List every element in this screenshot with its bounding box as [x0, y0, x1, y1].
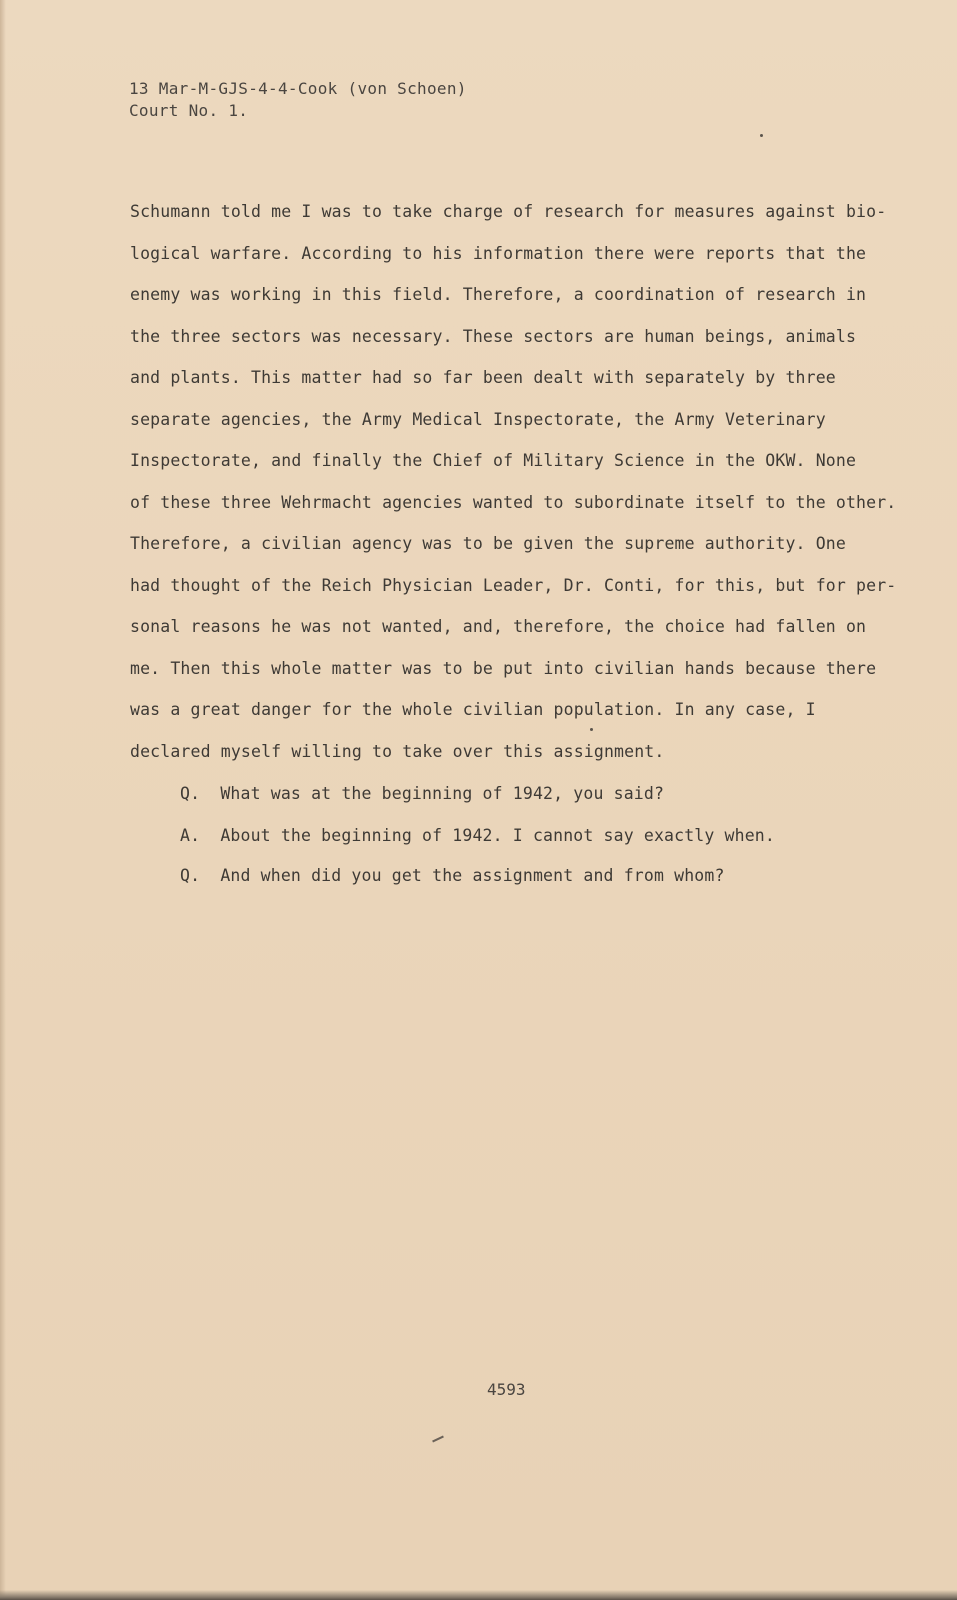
question-line: [180, 866, 725, 885]
answer-line: [180, 826, 775, 845]
paragraph-line: sonal reasons he was not wanted, and, therefore, the choice had fallen on: [130, 617, 867, 636]
paragraph-line: logical warfare. According to his information there were reports that the: [130, 243, 867, 263]
paragraph-line: was a great danger for the whole civilian population. In any case, I: [130, 700, 816, 719]
paper-speck: [760, 134, 763, 137]
speaker-marker: Q.: [180, 784, 201, 803]
paragraph-line: the three sectors was necessary. These sectors are human beings, animals: [130, 326, 857, 346]
paper-left-edge: [0, 0, 6, 1600]
speaker-marker: A.: [180, 826, 201, 845]
paragraph-line: Schumann told me I was to take charge of research for measures against bio-: [130, 202, 887, 221]
question-text: And when did you get the assignment and from whom?: [220, 866, 725, 885]
paragraph-line: Therefore, a civilian agency was to be given the supreme authority. One: [130, 534, 846, 553]
paper-bottom-edge: [0, 1590, 957, 1600]
paragraph-line: me. Then this whole matter was to be put into civilian hands because there: [130, 658, 877, 678]
paragraph-line: declared myself willing to take over this assignment.: [130, 741, 665, 761]
testimony-paragraph: [130, 198, 910, 779]
page-number: 4593: [487, 1380, 526, 1399]
transcript-header: [129, 78, 467, 122]
paragraph-line: enemy was working in this field. Therefore, a coordination of research in: [130, 285, 867, 304]
header-session-line: 13 Mar-M-GJS-4-4-Cook (von Schoen): [129, 79, 467, 98]
question-text: What was at the beginning of 1942, you said?: [220, 784, 665, 803]
paragraph-line: of these three Wehrmacht agencies wanted to subordinate itself to the other.: [130, 492, 897, 512]
paper-speck: [590, 728, 593, 731]
paragraph-line: and plants. This matter had so far been dealt with separately by three: [130, 368, 836, 387]
question-line: [180, 784, 664, 803]
paragraph-line: Inspectorate, and finally the Chief of Military Science in the OKW. None: [130, 451, 857, 470]
answer-text: About the beginning of 1942. I cannot say exactly when.: [220, 826, 775, 845]
paper-mark: [432, 1436, 444, 1443]
speaker-marker: Q.: [180, 866, 201, 885]
paragraph-line: had thought of the Reich Physician Leader, Dr. Conti, for this, but for per-: [130, 575, 897, 595]
header-court-line: Court No. 1.: [129, 101, 249, 120]
paragraph-line: separate agencies, the Army Medical Inspectorate, the Army Veterinary: [130, 409, 826, 429]
